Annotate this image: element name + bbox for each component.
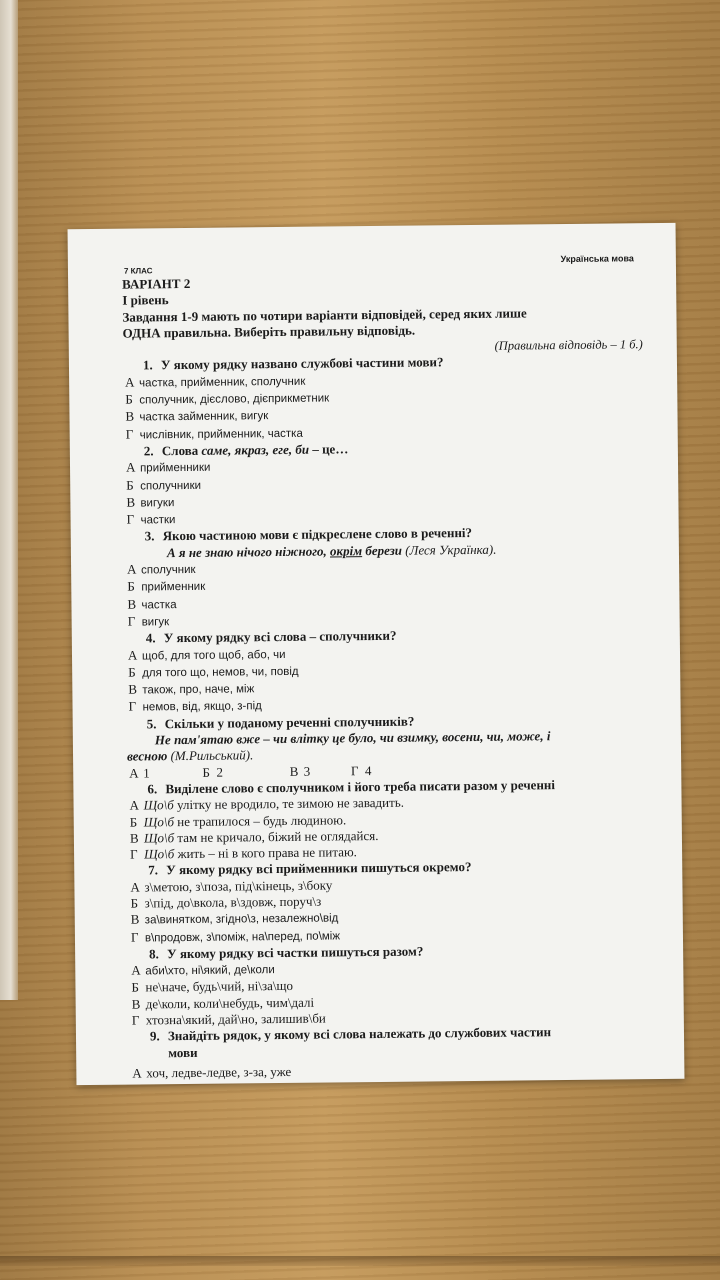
option-letter: В: [131, 996, 141, 1012]
highlighted-word: Що\б: [143, 797, 174, 813]
grade-label: 7 КЛАС: [123, 266, 153, 276]
highlighted-word: Що\б: [143, 813, 175, 829]
option-text: щоб, для того щоб, або, чи: [141, 648, 286, 662]
highlighted-word: Що\б: [143, 829, 175, 846]
option-text: числівник, прийменник, частка: [139, 427, 303, 442]
option-text: 3: [303, 763, 311, 779]
question-text-italic: саме, якраз, еге, би: [201, 441, 310, 458]
level-title: І рівень: [122, 292, 169, 308]
option-text: аби\хто, ні\який, де\коли: [145, 964, 275, 978]
question-text-suffix: – це…: [308, 441, 349, 457]
option-text: частки: [140, 514, 176, 527]
question-text: Скільки у поданому реченні сполучників?: [164, 713, 415, 731]
quote-author: (М.Рильський).: [167, 747, 254, 764]
option-text: для того що, немов, чи, повід: [142, 665, 299, 680]
option-letter: А: [127, 561, 137, 577]
quote-author: (Леся Українка).: [401, 541, 497, 558]
option-text: вигук: [141, 616, 170, 629]
q5-option-c[interactable]: [290, 763, 348, 780]
instruction-line-1: Завдання 1-9 мають по чотири варіанти відповідей, серед яких лише: [122, 304, 527, 325]
question-9-cont: мови: [168, 1044, 198, 1060]
question-number: 8.: [149, 946, 159, 962]
option-letter: Б: [125, 391, 133, 407]
q5-quote-line-1: Не пам'ятаю вже – чи влітку це було, чи взимку, восени, чи, може, і: [154, 728, 551, 748]
question-number: 3.: [144, 528, 155, 544]
option-text: сполучники: [140, 479, 202, 493]
option-text: за\винятком, згідно\з, незалежно\від: [144, 912, 339, 927]
option-text: немов, від, якщо, з-під: [142, 700, 262, 714]
instruction-line-2: ОДНА правильна. Виберіть правильну відповідь.: [122, 322, 416, 341]
option-letter: А: [129, 765, 139, 781]
option-letter: Б: [128, 664, 136, 680]
question-text: Якою частиною мови є підкреслене слово в реченні?: [162, 525, 473, 544]
option-text: вигуки: [140, 496, 175, 510]
option-text: сполучник, дієслово, дієприкметник: [139, 392, 330, 407]
option-letter: Б: [126, 477, 134, 493]
desk-edge: [0, 1256, 720, 1266]
option-text: також, про, наче, між: [142, 683, 255, 697]
question-text: У якому рядку всі слова – сполучники?: [163, 628, 397, 646]
q9-option-a[interactable]: [130, 1060, 650, 1082]
option-letter: А: [129, 797, 140, 813]
option-letter: В: [127, 596, 137, 612]
option-letter: В: [125, 408, 135, 424]
option-text: не трапилося – будь людиною.: [173, 811, 347, 829]
quote-text: А я не знаю нічого ніжного,: [166, 543, 331, 560]
option-letter: А: [131, 962, 141, 978]
quote-text: весною: [126, 748, 168, 764]
option-text: частка, прийменник, сполучник: [139, 375, 306, 390]
question-text: Слова: [161, 442, 202, 459]
q5-option-d[interactable]: [351, 762, 411, 779]
option-letter: А: [127, 647, 138, 663]
option-letter: А: [130, 879, 140, 895]
option-letter: В: [126, 494, 136, 510]
option-letter: Г: [128, 698, 137, 715]
option-letter: Б: [127, 578, 135, 594]
option-letter: В: [130, 911, 140, 927]
variant-title: ВАРІАНТ 2: [122, 275, 191, 292]
option-text: з\метою, з\поза, під\кінець, з\боку: [144, 877, 333, 895]
option-letter: Г: [131, 1012, 140, 1028]
highlighted-word: Що\б: [144, 846, 175, 862]
question-number: 5.: [146, 716, 157, 732]
question-number: 1.: [142, 357, 153, 373]
option-letter: А: [125, 459, 136, 475]
option-text: там не кричало, біжий не оглядайся.: [174, 827, 379, 845]
option-letter: Г: [130, 929, 139, 945]
question-number: 9.: [149, 1028, 160, 1044]
option-letter: В: [128, 681, 138, 697]
option-text: прийменники: [139, 461, 211, 475]
option-text: в\продовж, з\поміж, на\перед, по\між: [144, 929, 341, 945]
q5-option-a[interactable]: [129, 764, 199, 781]
option-text: хоч, ледве-ледве, з-за, уже: [146, 1063, 292, 1081]
option-letter: А: [125, 374, 135, 390]
underlined-word: окрім: [329, 542, 363, 559]
option-letter: В: [129, 830, 139, 846]
option-letter: А: [132, 1065, 142, 1081]
option-text: 4: [364, 762, 372, 778]
option-text: з\під, до\вкола, в\здовж, поруч\з: [144, 893, 322, 911]
test-content: [122, 271, 650, 1082]
option-text: 1: [143, 764, 150, 781]
option-text: частка займенник, вигук: [139, 410, 269, 424]
option-text: улітку не вродило, те зимою не завадить.: [173, 794, 405, 813]
option-text: де\коли, коли\небудь, чим\далі: [145, 994, 315, 1012]
option-letter: Г: [126, 511, 135, 527]
question-text: У якому рядку всі частки пишуться разом?: [167, 943, 424, 962]
option-letter: Б: [130, 895, 139, 911]
question-text: Знайдіть рядок, у якому всі слова належать до службових частин: [167, 1024, 552, 1044]
question-number: 4.: [145, 630, 156, 646]
option-letter: В: [289, 763, 299, 779]
option-text: хтозна\який, дай\но, залишив\би: [145, 1010, 326, 1028]
quote-text: берези: [362, 542, 403, 558]
option-letter: Г: [127, 613, 136, 629]
option-letter: Г: [130, 846, 138, 862]
option-text: 2: [216, 764, 224, 780]
question-text: Виділене слово є сполучником і його треба писати разом у реченні: [165, 777, 556, 797]
option-text: частка: [141, 598, 177, 612]
subject-label: Українська мова: [560, 253, 634, 265]
q5-option-b[interactable]: [202, 764, 286, 781]
option-letter: Б: [202, 764, 211, 780]
question-text: У якому рядку названо службові частини мови?: [160, 354, 444, 373]
question-number: 7.: [148, 862, 159, 878]
option-letter: Б: [129, 814, 138, 830]
option-letter: Б: [131, 979, 140, 996]
option-letter: Г: [125, 426, 134, 442]
question-number: 2.: [143, 443, 154, 459]
option-text: прийменник: [141, 581, 206, 594]
question-number: 6.: [147, 781, 158, 797]
adjacent-paper-edge: [0, 0, 18, 1000]
option-text: сполучник: [141, 563, 196, 577]
question-text: У якому рядку всі прийменники пишуться окремо?: [166, 859, 472, 878]
scoring-note: (Правильна відповідь – 1 б.): [494, 337, 643, 353]
test-sheet: [68, 223, 685, 1085]
option-text: не\наче, будь\чий, ні\за\що: [145, 978, 294, 995]
option-letter: Г: [350, 762, 359, 778]
option-text: жить – ні в кого права не питаю.: [174, 844, 357, 862]
